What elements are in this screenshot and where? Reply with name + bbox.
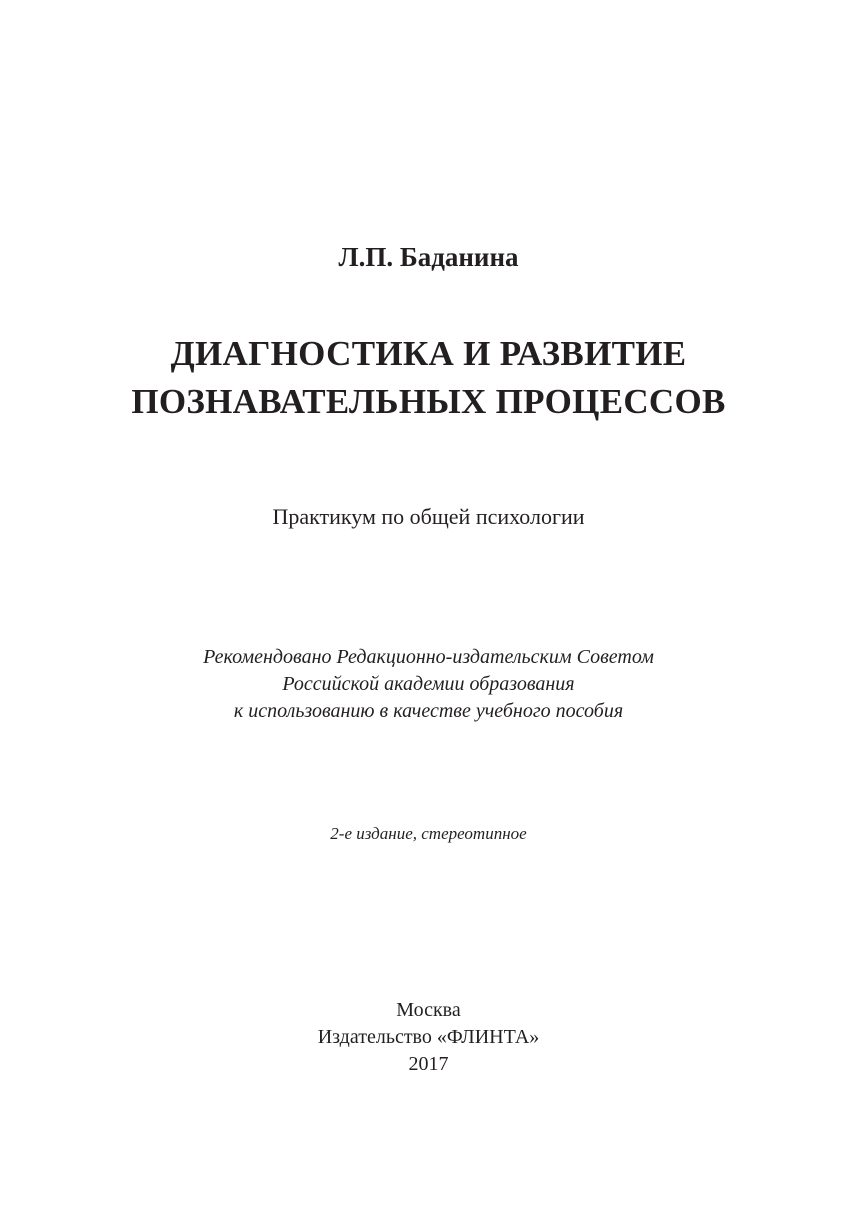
book-title-line-1: ДИАГНОСТИКА И РАЗВИТИЕ bbox=[170, 334, 687, 373]
edition-note: 2-е издание, стереотипное bbox=[330, 824, 527, 843]
book-subtitle: Практикум по общей психологии bbox=[272, 504, 585, 529]
recommendation-line-1: Рекомендовано Редакционно-издательским Советом bbox=[203, 646, 654, 668]
imprint-city: Москва bbox=[396, 999, 461, 1021]
recommendation-line-3: к использованию в качестве учебного пособия bbox=[233, 700, 624, 722]
imprint-publisher: Издательство «ФЛИНТА» bbox=[317, 1026, 540, 1048]
recommendation-line-2: Российской академии образования bbox=[282, 673, 575, 695]
imprint-year: 2017 bbox=[408, 1053, 449, 1075]
author-name: Л.П. Баданина bbox=[338, 242, 519, 272]
book-title-line-2: ПОЗНАВАТЕЛЬНЫХ ПРОЦЕССОВ bbox=[131, 382, 726, 421]
